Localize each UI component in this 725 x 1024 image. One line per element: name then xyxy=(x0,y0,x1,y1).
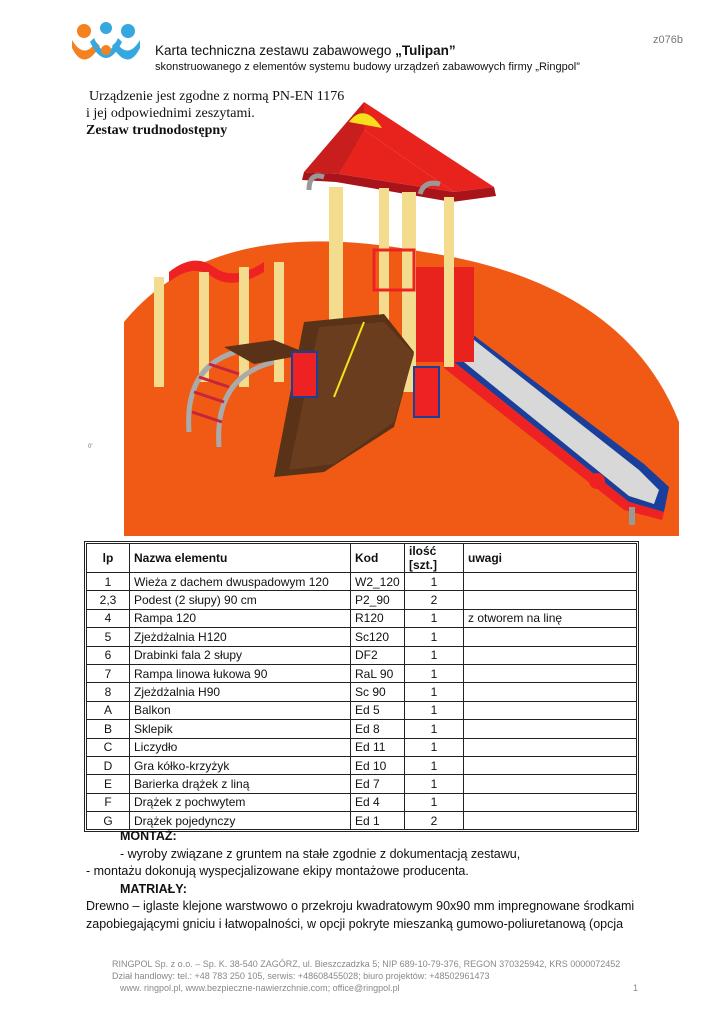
materials-line: Drewno – iglaste klejone warstwowo o przekroju kwadratowym 90x90 mm impregnowane środkami xyxy=(86,899,635,913)
ringpol-logo xyxy=(70,20,142,66)
cell-name: Zjeżdżalnia H120 xyxy=(130,628,351,646)
cell-notes xyxy=(464,756,637,774)
cell-lp: 1 xyxy=(87,573,130,591)
cell-lp: C xyxy=(87,738,130,756)
cell-qty: 1 xyxy=(405,775,464,793)
cell-notes xyxy=(464,573,637,591)
tic-tac-toe-game xyxy=(292,352,317,397)
footer-company: RINGPOL Sp. z o.o. – Sp. K. 38-540 ZAGÓRZ, ul. Bieszczadzka 5; NIP 689-10-79-376, REGON 370325942, KRS 0000072452 xyxy=(112,959,621,969)
cell-code: Ed 8 xyxy=(351,720,405,738)
cell-notes xyxy=(464,591,637,609)
cell-lp: D xyxy=(87,756,130,774)
cell-code: Ed 1 xyxy=(351,812,405,830)
col-code: Kod xyxy=(351,544,405,573)
cell-code: Ed 11 xyxy=(351,738,405,756)
table-row xyxy=(87,793,637,811)
cell-notes xyxy=(464,701,637,719)
footer-links: www. ringpol.pl, www.bezpieczne-nawierzchnie.com; office@ringpol.pl xyxy=(120,983,400,993)
cell-qty: 1 xyxy=(405,793,464,811)
cell-name: Podest (2 słupy) 90 cm xyxy=(130,591,351,609)
cell-notes xyxy=(464,664,637,682)
cell-name: Wieża z dachem dwuspadowym 120 xyxy=(130,573,351,591)
set-name: „Tulipan” xyxy=(395,43,456,58)
playground-illustration xyxy=(124,92,679,536)
cell-notes: z otworem na linę xyxy=(464,609,637,627)
cell-lp: 6 xyxy=(87,646,130,664)
cell-lp: 7 xyxy=(87,664,130,682)
image-mark: 0' xyxy=(88,444,93,450)
cell-qty: 1 xyxy=(405,609,464,627)
cell-notes xyxy=(464,738,637,756)
cell-lp: 4 xyxy=(87,609,130,627)
table-row xyxy=(87,609,637,627)
cell-code: Ed 5 xyxy=(351,701,405,719)
cell-lp: G xyxy=(87,812,130,830)
cell-notes xyxy=(464,683,637,701)
table-row xyxy=(87,628,637,646)
materials-heading: MATRIAŁY: xyxy=(120,881,187,896)
table-row xyxy=(87,775,637,793)
cell-code: P2_90 xyxy=(351,591,405,609)
cell-code: Sc120 xyxy=(351,628,405,646)
cell-lp: 5 xyxy=(87,628,130,646)
cell-code: DF2 xyxy=(351,646,405,664)
table-row xyxy=(87,720,637,738)
table-row xyxy=(87,756,637,774)
cell-name: Sklepik xyxy=(130,720,351,738)
abacus xyxy=(414,367,439,417)
norm-line: Urządzenie jest zgodne z normą PN-EN 1176 xyxy=(89,89,345,104)
footer xyxy=(112,958,620,994)
cell-lp: F xyxy=(87,793,130,811)
assembly-heading: MONTAŻ: xyxy=(120,829,177,843)
cell-code: Ed 10 xyxy=(351,756,405,774)
page-number: 1 xyxy=(632,983,638,993)
cell-qty: 1 xyxy=(405,628,464,646)
elements-table xyxy=(86,543,637,830)
cell-qty: 1 xyxy=(405,646,464,664)
assembly-line: - wyroby związane z gruntem na stałe zgodnie z dokumentacją zestawu, xyxy=(120,846,521,861)
cell-qty: 2 xyxy=(405,812,464,830)
table-header-row xyxy=(87,544,637,573)
norm-line-2: i jej odpowiednimi zeszytami. xyxy=(86,106,255,121)
col-name: Nazwa elementu xyxy=(130,544,351,573)
cell-name: Gra kółko-krzyżyk xyxy=(130,756,351,774)
col-notes: uwagi xyxy=(464,544,637,573)
cell-lp: 8 xyxy=(87,683,130,701)
table-row xyxy=(87,664,637,682)
cell-notes xyxy=(464,720,637,738)
cell-name: Barierka drążek z liną xyxy=(130,775,351,793)
cell-qty: 1 xyxy=(405,738,464,756)
cell-qty: 1 xyxy=(405,701,464,719)
cell-lp: A xyxy=(87,701,130,719)
cell-name: Zjeżdżalnia H90 xyxy=(130,683,351,701)
assembly-section xyxy=(86,828,646,933)
table-row xyxy=(87,591,637,609)
cell-name: Balkon xyxy=(130,701,351,719)
cell-qty: 1 xyxy=(405,756,464,774)
cell-lp: E xyxy=(87,775,130,793)
intro-block xyxy=(86,88,344,139)
table-row xyxy=(87,701,637,719)
cell-code: RaL 90 xyxy=(351,664,405,682)
table-row xyxy=(87,738,637,756)
cell-name: Rampa linowa łukowa 90 xyxy=(130,664,351,682)
table-row xyxy=(87,646,637,664)
cell-lp: 2,3 xyxy=(87,591,130,609)
table-row xyxy=(87,573,637,591)
cell-name: Drążek z pochwytem xyxy=(130,793,351,811)
footer-phones: Dział handlowy: tel.: +48 783 250 105, serwis: +48608455028; biuro projektów: +48502961473 xyxy=(112,971,490,981)
cell-lp: B xyxy=(87,720,130,738)
page-title xyxy=(155,43,456,58)
table-row xyxy=(87,683,637,701)
cell-notes xyxy=(464,793,637,811)
cell-qty: 2 xyxy=(405,591,464,609)
cell-notes xyxy=(464,628,637,646)
cell-qty: 1 xyxy=(405,573,464,591)
cell-name: Liczydło xyxy=(130,738,351,756)
col-lp: lp xyxy=(87,544,130,573)
page-subtitle: skonstruowanego z elementów systemu budowy urządzeń zabawowych firmy „Ringpol” xyxy=(155,61,580,73)
document-code: z076b xyxy=(653,34,683,46)
cell-qty: 1 xyxy=(405,683,464,701)
assembly-line-2: - montażu dokonują wyspecjalizowane ekipy montażowe producenta. xyxy=(86,864,469,878)
title-prefix: Karta techniczna zestawu zabawowego xyxy=(155,43,396,58)
cell-code: R120 xyxy=(351,609,405,627)
cell-qty: 1 xyxy=(405,664,464,682)
cell-code: W2_120 xyxy=(351,573,405,591)
col-qty: ilość [szt.] xyxy=(405,544,464,573)
cell-code: Ed 4 xyxy=(351,793,405,811)
cell-qty: 1 xyxy=(405,720,464,738)
difficulty-label: Zestaw trudnodostępny xyxy=(86,123,228,138)
cell-name: Rampa 120 xyxy=(130,609,351,627)
cell-notes xyxy=(464,646,637,664)
cell-code: Ed 7 xyxy=(351,775,405,793)
materials-line-2: zapobiegającymi gniciu i łatwopalności, w opcji pokryte mieszanką gumowo-poliuretanową (opcja xyxy=(86,916,624,931)
cell-name: Drążek pojedynczy xyxy=(130,812,351,830)
cell-name: Drabinki fala 2 słupy xyxy=(130,646,351,664)
cell-notes xyxy=(464,775,637,793)
cell-code: Sc 90 xyxy=(351,683,405,701)
